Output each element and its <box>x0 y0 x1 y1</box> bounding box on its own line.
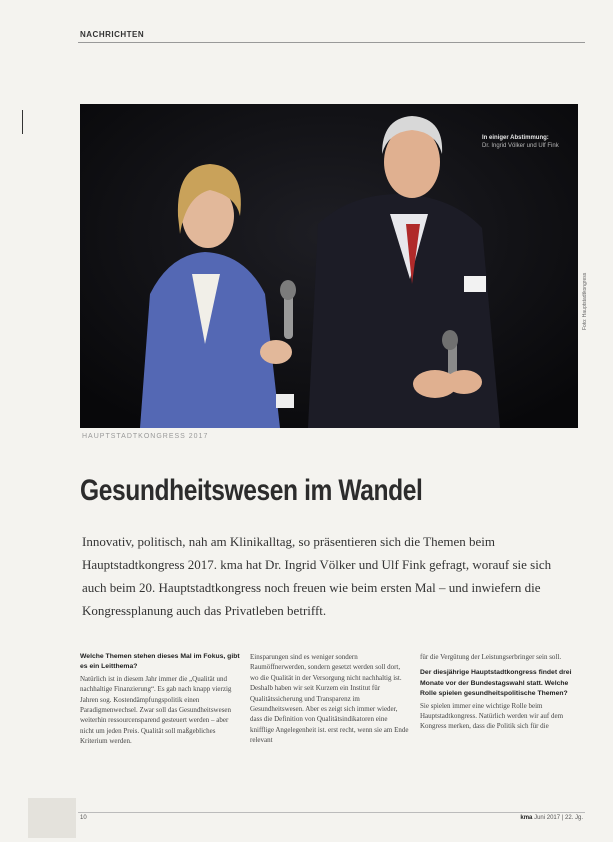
footer-issue-text: Juni 2017 | 22. Jg. <box>534 815 583 821</box>
photo-caption <box>482 134 572 150</box>
interview-answer: für die Vergütung der Leistungserbringer sein soll. <box>420 653 562 661</box>
article-columns <box>80 652 580 802</box>
article-photo <box>80 104 578 428</box>
footer-issue <box>520 815 583 821</box>
article-kicker: HAUPTSTADTKONGRESS 2017 <box>82 433 209 440</box>
interview-answer: Natürlich ist in diesem Jahr immer die „Qualität und nachhaltige Finanzierung“. Es gab nach knapp vierzig Jahren sog. Kostendämpfungspolitik einen Paradigmenwechsel. Zwar soll das Gesundheitswesen weiterhin ressourcensparend gesteuert werden – aber nicht um jeden Preis. Qualität soll maßgebliches Kriterium werden. <box>80 674 232 746</box>
top-rule <box>78 42 585 43</box>
page-number: 10 <box>80 815 87 821</box>
photo-illustration <box>80 104 578 428</box>
interview-answer: Sie spielen immer eine wichtige Rolle beim Hauptstadtkongress. Natürlich werden wir auf dem Kongress merken, dass die Politik sich für die <box>420 701 564 731</box>
interview-question: Der diesjährige Hauptstadtkongress findet drei Monate vor der Bundestagswahl statt. Welche Rolle spielen gesundheitspolitische Themen? <box>420 669 572 698</box>
footer-rule <box>78 812 585 813</box>
column-1 <box>80 652 240 802</box>
caption-title: In einiger Abstimmung: <box>482 135 549 141</box>
section-label: NACHRICHTEN <box>80 30 145 39</box>
interview-question: Welche Themen stehen dieses Mal im Fokus, gibt es ein Leitthema? <box>80 653 240 671</box>
caption-text: Dr. Ingrid Völker und Ulf Fink <box>482 143 559 149</box>
photo-credit: Foto: Hauptstadtkongress <box>582 272 588 330</box>
footer-brand: kma <box>520 815 533 821</box>
column-2 <box>250 652 410 802</box>
article-headline: Gesundheitswesen im Wandel <box>80 474 423 507</box>
article-lead: Innovativ, politisch, nah am Klinikalltag, so präsentieren sich die Themen beim Hauptstadtkongress 2017. kma hat Dr. Ingrid Völker und Ulf Fink gefragt, worauf sie sich auch beim 20. Hauptstadtkongress noch freuen wie beim ersten Mal – und inwiefern die Kongressplanung auch das Privatleben betrifft. <box>82 534 552 618</box>
interview-answer: Einsparungen sind es weniger sondern Raumöffnerwerden, sondern gesetzt werden soll dort, wo die Qualität in der Versorgung nicht nachhaltig ist. Deshalb haben wir seit Kurzem ein Institut für Qualitätssicherung und Transparenz im Gesundheitswesen. Aber es zeigt sich immer wieder, dass die Definition von Qualitätsindikatoren eine knifflige Angelegenheit ist. erst recht, wenn sie am Ende relevant <box>250 653 409 745</box>
scan-corner <box>28 798 76 838</box>
margin-mark <box>22 110 23 134</box>
column-3 <box>420 652 580 802</box>
